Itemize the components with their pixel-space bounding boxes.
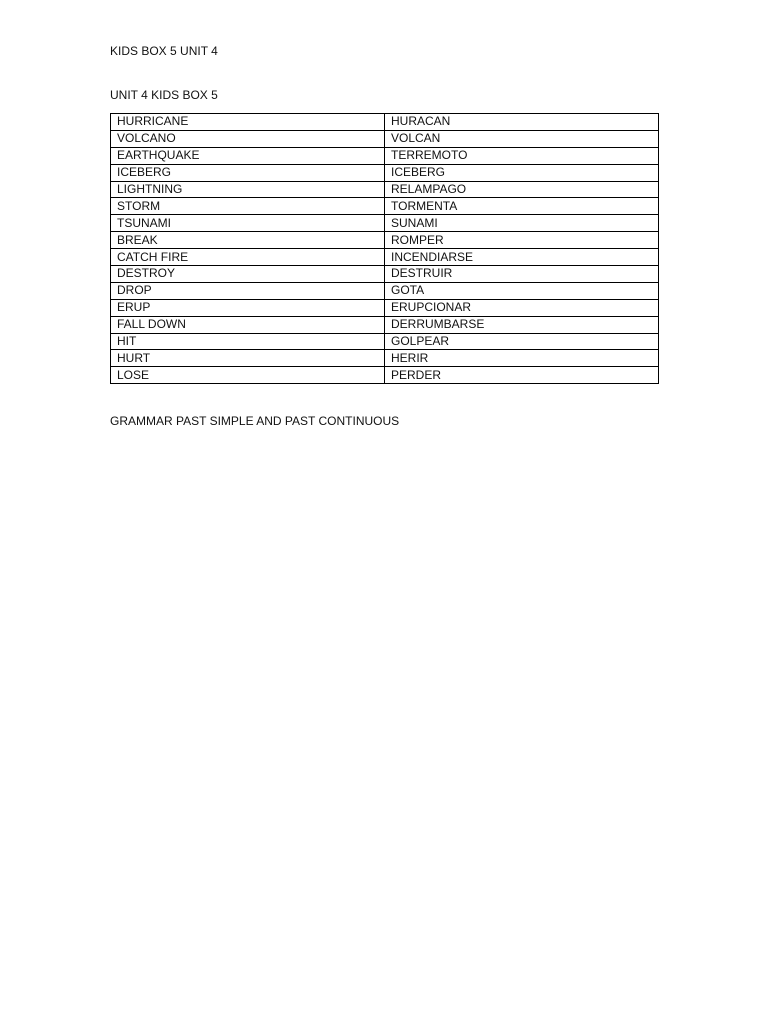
spanish-word-cell: TORMENTA (385, 198, 659, 215)
english-word-cell: STORM (111, 198, 385, 215)
spanish-word-cell: DERRUMBARSE (385, 316, 659, 333)
document-heading-kids-box-unit: KIDS BOX 5 UNIT 4 (110, 44, 218, 58)
english-word-cell: CATCH FIRE (111, 249, 385, 266)
english-word-cell: LOSE (111, 367, 385, 384)
table-row (111, 114, 659, 131)
table-row (111, 215, 659, 232)
spanish-word-cell: HURACAN (385, 114, 659, 131)
table-row (111, 249, 659, 266)
english-word-cell: EARTHQUAKE (111, 147, 385, 164)
table-row (111, 316, 659, 333)
spanish-word-cell: HERIR (385, 350, 659, 367)
spanish-word-cell: ICEBERG (385, 164, 659, 181)
spanish-word-cell: PERDER (385, 367, 659, 384)
english-word-cell: LIGHTNING (111, 181, 385, 198)
english-word-cell: ICEBERG (111, 164, 385, 181)
vocabulary-table (110, 113, 659, 384)
english-word-cell: HIT (111, 333, 385, 350)
table-row (111, 266, 659, 283)
english-word-cell: HURT (111, 350, 385, 367)
spanish-word-cell: GOLPEAR (385, 333, 659, 350)
spanish-word-cell: INCENDIARSE (385, 249, 659, 266)
spanish-word-cell: ERUPCIONAR (385, 299, 659, 316)
spanish-word-cell: VOLCAN (385, 130, 659, 147)
spanish-word-cell: ROMPER (385, 232, 659, 249)
table-title: UNIT 4 KIDS BOX 5 (110, 88, 218, 102)
english-word-cell: DROP (111, 282, 385, 299)
table-row (111, 232, 659, 249)
table-row (111, 350, 659, 367)
table-row (111, 299, 659, 316)
grammar-heading: GRAMMAR PAST SIMPLE AND PAST CONTINUOUS (110, 414, 400, 428)
table-row (111, 164, 659, 181)
english-word-cell: TSUNAMI (111, 215, 385, 232)
spanish-word-cell: SUNAMI (385, 215, 659, 232)
table-row (111, 147, 659, 164)
english-word-cell: FALL DOWN (111, 316, 385, 333)
table-row (111, 130, 659, 147)
spanish-word-cell: RELAMPAGO (385, 181, 659, 198)
english-word-cell: DESTROY (111, 266, 385, 283)
table-row (111, 333, 659, 350)
table-row (111, 181, 659, 198)
spanish-word-cell: TERREMOTO (385, 147, 659, 164)
spanish-word-cell: DESTRUIR (385, 266, 659, 283)
english-word-cell: VOLCANO (111, 130, 385, 147)
table-row (111, 198, 659, 215)
table-row (111, 367, 659, 384)
table-row (111, 282, 659, 299)
english-word-cell: BREAK (111, 232, 385, 249)
english-word-cell: ERUP (111, 299, 385, 316)
english-word-cell: HURRICANE (111, 114, 385, 131)
spanish-word-cell: GOTA (385, 282, 659, 299)
